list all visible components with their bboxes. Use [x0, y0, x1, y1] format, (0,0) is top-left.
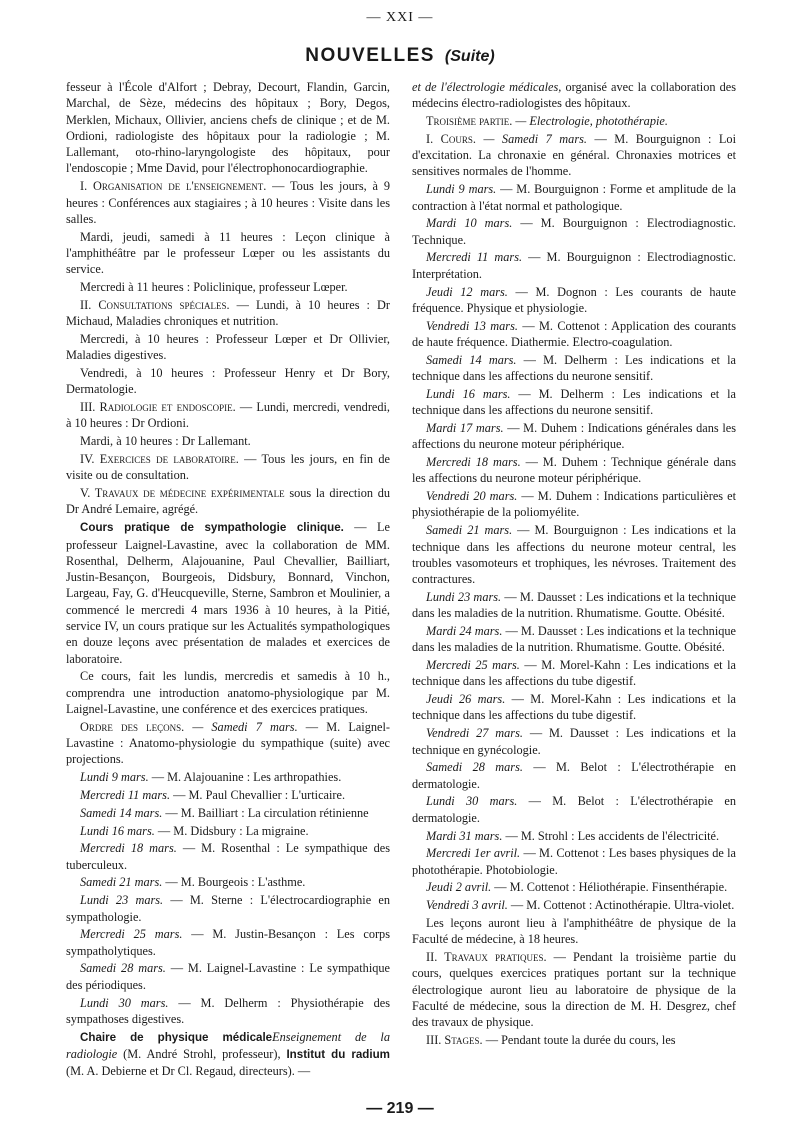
right-paragraph — [412, 897, 736, 913]
right-paragraph — [412, 793, 736, 826]
paragraph-text: (M. André Strohl, professeur), — [117, 1046, 287, 1061]
paragraph-text: — M. Justin-Besançon : Les corps sympatholytiques. — [66, 927, 390, 958]
right-paragraph — [412, 454, 736, 487]
right-paragraph — [412, 284, 736, 317]
left-paragraph — [66, 365, 390, 398]
right-paragraph — [412, 79, 736, 112]
lesson-date: Enseignement de la radiologie — [66, 1029, 390, 1061]
paragraph-text: — M. Dognon : Les courants de haute fréquence. Physique et physiologie. — [412, 284, 736, 315]
right-paragraph — [412, 657, 736, 690]
paragraph-text: Mardi, à 10 heures : Dr Lallemant. — [80, 434, 251, 449]
right-paragraph — [412, 386, 736, 419]
paragraph-text: — M. Laignel-Lavastine : Anatomo-physiologie du sympathique (suite) avec projections. — [66, 719, 390, 767]
page-number: — 219 — — [366, 1100, 434, 1117]
paragraph-text: — M. Belot : L'électrothérapie en dermatologie. — [412, 794, 736, 825]
left-paragraph — [66, 399, 390, 432]
left-paragraph — [66, 960, 390, 993]
paragraph-text: — M. Bourgeois : L'asthme. — [162, 875, 306, 890]
right-paragraph — [412, 488, 736, 521]
right-column — [412, 79, 736, 1097]
paragraph-text: — Lundi, mercredi, vendredi, à 10 heures : Dr Ordioni. — [66, 400, 390, 431]
right-paragraph — [412, 949, 736, 1030]
paragraph-text: — M. Delherm : Les indications et la technique dans les affections du neurone sensitif. — [412, 386, 736, 418]
right-paragraph — [412, 725, 736, 758]
paragraph-text: — M. Didsbury : La migraine. — [154, 823, 309, 838]
lesson-date: Lundi 16 mars. — [80, 823, 155, 838]
right-paragraph — [412, 522, 736, 587]
course-title: Cours pratique de sympathologie clinique. — [80, 521, 344, 535]
right-paragraph — [412, 215, 736, 248]
lesson-date: Vendredi 20 mars. — [426, 489, 518, 504]
paragraph-text: — M. Paul Chevallier : L'urticaire. — [170, 787, 346, 802]
paragraph-text: — M. Bourguignon : Electrodiagnostic. Technique. — [412, 216, 736, 247]
paragraph-text: — M. Delherm : Les indications et la technique dans les affections du neurone sensitif. — [412, 352, 736, 384]
section-label: I. Cours. — [426, 131, 476, 146]
left-paragraph — [66, 787, 390, 803]
right-paragraph — [412, 759, 736, 792]
lesson-date: Lundi 30 mars. — [426, 794, 518, 809]
paragraph-text: — M. Cottenot : Actinothérapie. Ultra-violet. — [507, 898, 735, 913]
lesson-date: Lundi 9 mars. — [80, 770, 149, 785]
lesson-date: Mercredi 25 mars. — [426, 658, 520, 673]
lesson-date: Mercredi 18 mars. — [426, 455, 521, 470]
paragraph-text: — M. Cottenot : Les bases physiques de la photothérapie. Photobiologie. — [412, 846, 736, 877]
right-paragraph — [412, 318, 736, 351]
paragraph-text: — M. Bourguignon : Loi d'excitation. La chronaxie en général. Chronaxies motrices et sensitives normales de l'homme. — [412, 131, 736, 179]
lesson-date: Samedi 21 mars. — [426, 523, 513, 538]
lesson-date: Mardi 31 mars. — [426, 828, 503, 843]
lesson-date: — Electrologie, photothérapie. — [512, 114, 668, 129]
lesson-date: Lundi 9 mars. — [426, 182, 497, 197]
section-label: II. Consultations spéciales. — [80, 297, 230, 312]
left-paragraph — [66, 805, 390, 821]
lesson-date: Mercredi 11 mars. — [80, 787, 171, 802]
section-label: II. Travaux pratiques. — [426, 950, 547, 965]
left-paragraph — [66, 331, 390, 364]
paragraph-text: — M. Dausset : Les indications et la technique dans les maladies de la nutrition. Rhumatisme. Goutte. Obésité. — [412, 589, 736, 621]
left-paragraph — [66, 823, 390, 839]
paragraph-text: — Tous les jours, à 9 heures : Conférences aux stagiaires ; à 10 heures : Visite dans les salles. — [66, 179, 390, 226]
right-paragraph — [412, 828, 736, 844]
lesson-date: Jeudi 26 mars. — [426, 692, 506, 707]
lesson-date: Vendredi 13 mars. — [426, 318, 518, 333]
paragraph-text: Les leçons auront lieu à l'amphithéâtre de physique de la Faculté de médecine, à 18 heures. — [412, 916, 736, 947]
right-paragraph — [412, 420, 736, 453]
lesson-date: Mardi 10 mars. — [426, 216, 513, 231]
paragraph-text: — M. Cottenot : Application des courants de haute fréquence. Diathermie. Electro-coagulation. — [412, 318, 736, 349]
left-paragraph — [66, 79, 390, 177]
paragraph-text: — Pendant la troisième partie du cours, quelques exercices pratiques portant sur la technique électrologique auront lieu au laboratoire de physique de la Faculté de médecine, sous la direction de M. H. Desgrez, chef des travaux de physique. — [412, 950, 736, 1030]
paragraph-text: — M. Bailliart : La circulation rétinienne — [162, 805, 369, 820]
left-paragraph — [66, 451, 390, 484]
left-paragraph — [66, 1029, 390, 1080]
lesson-date: Vendredi 27 mars. — [426, 726, 523, 741]
left-paragraph — [66, 769, 390, 785]
left-paragraph — [66, 892, 390, 925]
paragraph-text: — M. Belot : L'électrothérapie en dermatologie. — [412, 760, 736, 791]
left-paragraph — [66, 279, 390, 295]
right-paragraph — [412, 1032, 736, 1048]
paragraph-text: Mercredi à 11 heures : Policlinique, professeur Lœper. — [80, 280, 348, 295]
paragraph-text: — Le professeur Laignel-Lavastine, avec la collaboration de MM. Rosenthal, Delherm, Alajouanine, Paul Chevallier, Bailliart, Justin-Besançon, Bourgeois, Didsbury, Bonnard, Vinchon, Largeau, Fay, G. d'Heucqueville, Sterne, Sambron et Moulinier, a commencé le mercredi 4 mars 1936 à 10 heures, à la Pitié, service IV, un cours pratique sur les Actualités sympathologiques en douze leçons avec présentation de malades et exercices de laboratoire. — [66, 520, 390, 666]
paragraph-text: Mardi, jeudi, samedi à 11 heures : Leçon clinique à l'amphithéâtre par le professeur Lœper ou les assistants du service. — [66, 229, 390, 277]
lesson-date: Samedi 14 mars. — [80, 805, 163, 820]
lesson-date: Lundi 30 mars. — [80, 995, 169, 1010]
section-label: Troisième partie. — [426, 114, 513, 129]
right-paragraph — [412, 249, 736, 282]
right-paragraph — [412, 879, 736, 895]
left-paragraph — [66, 297, 390, 330]
right-paragraph — [412, 113, 736, 129]
paragraph-text: — M. Cottenot : Héliothérapie. Finsenthérapie. — [491, 880, 728, 895]
paragraph-text: — M. Duhem : Indications générales dans les affections du neurone moteur périphérique. — [412, 420, 736, 452]
paragraph-text: — M. Sterne : L'électrocardiographie en sympathologie. — [66, 893, 390, 924]
left-paragraph — [66, 840, 390, 873]
right-paragraph — [412, 915, 736, 948]
left-paragraph — [66, 926, 390, 959]
paragraph-text: — M. Duhem : Technique générale dans les affections du neurone moteur périphérique. — [412, 455, 736, 486]
lesson-date: Mercredi 18 mars. — [80, 841, 177, 856]
right-paragraph — [412, 352, 736, 385]
course-title: Chaire de physique médicale — [80, 1030, 273, 1044]
paragraph-text: — M. Laignel-Lavastine : Le sympathique des périodiques. — [66, 961, 390, 992]
section-title: NOUVELLES — [305, 45, 435, 66]
right-paragraph — [412, 845, 736, 878]
left-paragraph — [66, 995, 390, 1028]
lesson-date: Mercredi 11 mars. — [426, 250, 523, 265]
paragraph-text: — M. Strohl : Les accidents de l'électricité. — [502, 828, 720, 843]
left-paragraph — [66, 668, 390, 717]
left-paragraph — [66, 485, 390, 518]
lesson-date: Lundi 16 mars. — [426, 386, 511, 401]
paragraph-text: Ce cours, fait les lundis, mercredis et samedis à 10 h., comprendra une introduction anatomo-physiologique par M. Laignel-Lavastine, une conférence et des exercices pratiques. — [66, 669, 390, 716]
paragraph-text: — Tous les jours, en fin de visite ou de consultation. — [66, 452, 390, 483]
paragraph-text: fesseur à l'École d'Alfort ; Debray, Decourt, Flandin, Garcin, Marchal, de Sèze, médecins des hôpitaux ; Bory, Degos, Merklen, Michaux, Ollivier, anciens chefs de clinique ; et de M. Ordioni, radiologiste des hôpitaux pour la radiologie ; M. Lallemant, oto-rhino-laryngologiste des hôpitaux, pour l'endoscopie ; Mme David, pour l'électrophonocardiographie. — [66, 80, 390, 176]
section-label: III. Stages. — [426, 1033, 483, 1048]
left-paragraph — [66, 229, 390, 278]
paragraph-text: — M. Duhem : Indications particulières et physiothérapie de la poliomyélite. — [412, 489, 736, 520]
paragraph-text: — M. Bourguignon : Les indications et la technique dans les affections du neurone moteur central, les troubles vasomoteurs et trophiques, les névroses. Traitement des contractures. — [412, 523, 736, 587]
right-paragraph — [412, 623, 736, 656]
paragraph-text: — M. Morel-Kahn : Les indications et la technique dans les affections du tube digestif. — [412, 692, 736, 723]
paragraph-text: — M. Bourguignon : Forme et amplitude de la contraction à l'état normal et pathologique. — [412, 182, 736, 213]
lesson-date: Samedi 28 mars. — [80, 961, 166, 976]
paragraph-text: — M. Bourguignon : Electrodiagnostic. Interprétation. — [412, 250, 736, 281]
left-paragraph — [66, 874, 390, 890]
lesson-date: Mercredi 1er avril. — [426, 846, 521, 861]
section-label: I. Organisation de l'enseignement. — [80, 179, 267, 194]
section-title-suite: (Suite) — [444, 48, 495, 65]
paragraph-text: — Lundi, à 10 heures : Dr Michaud, Maladies chroniques et nutrition. — [66, 297, 390, 329]
section-heading — [0, 45, 800, 67]
course-title: Institut du radium — [286, 1047, 390, 1061]
paragraph-text: (M. A. Debierne et Dr Cl. Regaud, directeurs). — — [66, 1064, 311, 1079]
paragraph-text: Vendredi, à 10 heures : Professeur Henry et Dr Bory, Dermatologie. — [66, 366, 390, 397]
lesson-date: Mardi 24 mars. — [426, 624, 503, 638]
lesson-date: et de l'électrologie médicales, — [412, 80, 562, 94]
paragraph-text: — M. Dausset : Les indications et la technique dans les maladies de la nutrition. Rhumatisme. Goutte. Obésité. — [412, 624, 736, 655]
lesson-date: — Samedi 7 mars. — [184, 719, 298, 734]
paragraph-text: — M. Rosenthal : Le sympathique des tuberculeux. — [66, 841, 390, 872]
lesson-date: Samedi 28 mars. — [426, 760, 523, 775]
left-paragraph — [66, 719, 390, 768]
lesson-date: Vendredi 3 avril. — [426, 898, 508, 913]
left-paragraph — [66, 519, 390, 667]
right-paragraph — [412, 589, 736, 622]
paragraph-text: sous la direction du Dr André Lemaire, agrégé. — [66, 486, 390, 517]
section-label: V. Travaux de médecine expérimentale — [80, 486, 285, 501]
paragraph-text: organisé avec la collaboration des médecins électro-radiologistes des hôpitaux. — [412, 80, 736, 111]
right-paragraph — [412, 131, 736, 180]
lesson-date: Lundi 23 mars. — [80, 893, 164, 908]
left-paragraph — [66, 178, 390, 227]
lesson-date: Samedi 21 mars. — [80, 875, 163, 890]
paragraph-text: — Pendant toute la durée du cours, les — [482, 1033, 676, 1048]
paragraph-text: — M. Dausset : Les indications et la technique en gynécologie. — [412, 726, 736, 757]
lesson-date: — Samedi 7 mars. — [475, 131, 587, 146]
lesson-date: Lundi 23 mars. — [426, 589, 502, 604]
lesson-date: Samedi 14 mars. — [426, 352, 517, 367]
lesson-date: Mardi 17 mars. — [426, 420, 504, 435]
left-column — [66, 79, 390, 1097]
section-label: Ordre des leçons. — [80, 719, 185, 734]
roman-page-number: — XXI — — [366, 10, 434, 25]
right-paragraph — [412, 181, 736, 214]
left-paragraph — [66, 433, 390, 449]
paragraph-text: — M. Alajouanine : Les arthropathies. — [148, 770, 342, 785]
paragraph-text: — M. Morel-Kahn : Les indications et la technique dans les affections du tube digestif. — [412, 658, 736, 689]
paragraph-text: — M. Delherm : Physiothérapie des sympathoses digestives. — [66, 995, 390, 1026]
section-label: III. Radiologie et endoscopie. — [80, 400, 236, 415]
paragraph-text: Mercredi, à 10 heures : Professeur Lœper et Dr Ollivier, Maladies digestives. — [66, 331, 390, 363]
section-label: IV. Exercices de laboratoire. — [80, 452, 239, 467]
lesson-date: Mercredi 25 mars. — [80, 927, 183, 942]
lesson-date: Jeudi 12 mars. — [426, 284, 508, 299]
right-paragraph — [412, 691, 736, 724]
lesson-date: Jeudi 2 avril. — [426, 880, 492, 895]
